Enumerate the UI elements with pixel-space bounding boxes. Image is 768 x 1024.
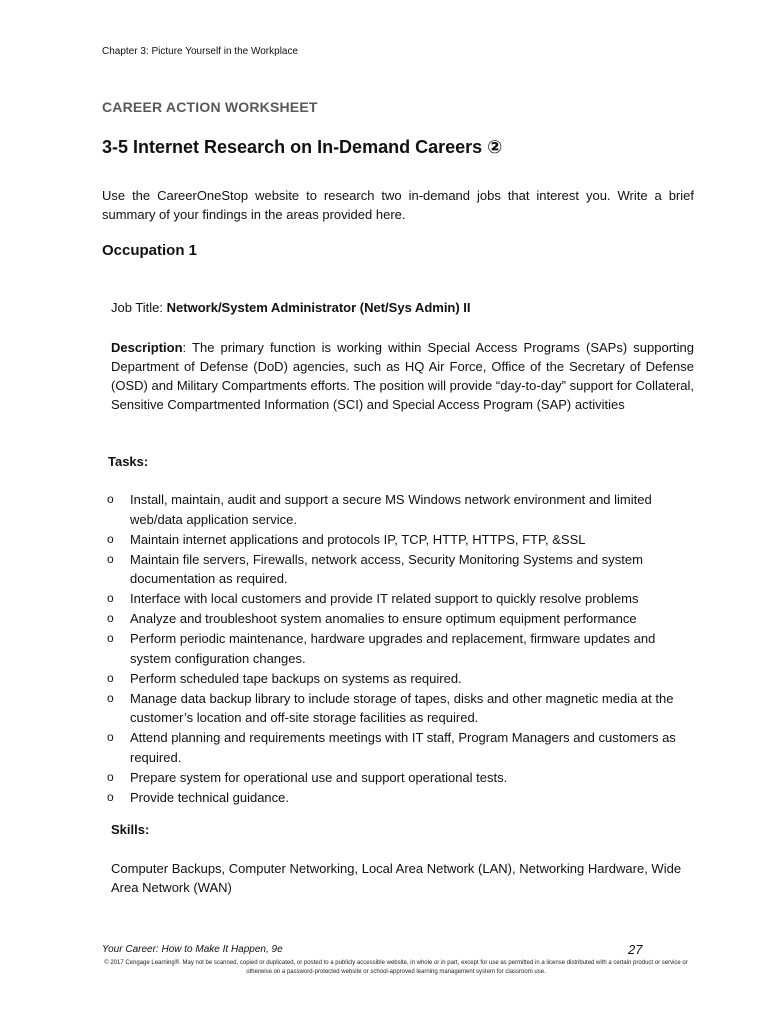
- bullet-icon: o: [107, 730, 114, 744]
- task-text: Maintain file servers, Firewalls, network access, Security Monitoring Systems and system documentation as required.: [130, 551, 643, 586]
- task-text: Prepare system for operational use and support operational tests.: [130, 769, 508, 785]
- task-item: [105, 788, 694, 808]
- task-item: [105, 689, 694, 728]
- task-item: [105, 669, 694, 689]
- footer-book-title: Your Career: How to Make It Happen, 9e: [102, 944, 283, 955]
- task-text: Perform scheduled tape backups on systems as required.: [130, 670, 462, 686]
- job-title-label: Job Title: [111, 300, 160, 315]
- description-paragraph: Description: The primary function is working within Special Access Programs (SAPs) supporting Department of Defense (DoD) agencies, such as HQ Air Force, Office of the Secretary of Defense (OSD) and Military Compartments efforts. The position will provide “day-to-day” support for Collateral, Sensitive Compartmented Information (SCI) and Special Access Program (SAP) activities: [111, 340, 694, 412]
- bullet-icon: o: [107, 670, 114, 685]
- bullet-icon: o: [107, 631, 114, 645]
- task-text: Provide technical guidance.: [130, 789, 289, 805]
- intro-paragraph: Use the CareerOneStop website to research two in-demand jobs that interest you. Write a brief summary of your findings in the areas provided here.: [102, 188, 694, 222]
- worksheet-title: 3-5 Internet Research on In-Demand Careers ②: [102, 137, 503, 157]
- copyright-notice: © 2017 Cengage Learning®. May not be scanned, copied or duplicated, or posted to a publicly accessible website, in whole or in part, except for use as permitted in a license distributed with a certain product or service or otherwise on a password-protected website or school-approved learning management system for classroom use.: [104, 960, 688, 975]
- task-text: Analyze and troubleshoot system anomalies to ensure optimum equipment performance: [130, 611, 637, 626]
- section-label: CAREER ACTION WORKSHEET: [102, 99, 318, 115]
- page-number: 27: [628, 942, 643, 957]
- bullet-icon: o: [107, 789, 114, 804]
- bullet-icon: o: [107, 690, 114, 705]
- task-item: [105, 768, 694, 788]
- task-item: [105, 609, 694, 629]
- job-title-value: Network/System Administrator (Net/Sys Admin) II: [166, 300, 471, 315]
- bullet-icon: o: [107, 611, 114, 625]
- task-item: [105, 589, 694, 609]
- skills-text: Computer Backups, Computer Networking, Local Area Network (LAN), Networking Hardware, Wide Area Network (WAN): [111, 861, 682, 895]
- task-text: Interface with local customers and provide IT related support to quickly resolve problems: [130, 591, 639, 606]
- task-item: [105, 530, 694, 550]
- bullet-icon: o: [107, 551, 114, 566]
- bullet-icon: o: [107, 591, 114, 605]
- job-title-line: Job Title: Network/System Administrator (Net/Sys Admin) II: [111, 300, 471, 315]
- occupation-heading: Occupation 1: [102, 242, 198, 259]
- task-text: Perform periodic maintenance, hardware upgrades and replacement, firmware updates and system configuration changes.: [130, 631, 656, 666]
- skills-label: Skills:: [111, 822, 150, 837]
- tasks-label: Tasks:: [108, 454, 149, 469]
- task-text: Install, maintain, audit and support a secure MS Windows network environment and limited web/data application service.: [130, 492, 652, 527]
- task-item: [105, 550, 694, 589]
- task-item: [105, 629, 694, 668]
- task-item: [105, 490, 694, 529]
- bullet-icon: o: [107, 769, 114, 784]
- tasks-list: [105, 490, 694, 808]
- task-text: Attend planning and requirements meetings with IT staff, Program Managers and customers as required.: [130, 730, 676, 765]
- description-label: Description: [111, 340, 183, 355]
- task-text: Maintain internet applications and protocols IP, TCP, HTTP, HTTPS, FTP, &SSL: [130, 531, 586, 547]
- description-text: The primary function is working within Special Access Programs (SAPs) supporting Department of Defense (DoD) agencies, such as HQ Air Force, Office of the Secretary of Defense (OSD) and Military Compartments efforts. The position will provide “day-to-day” support for Collateral, Sensitive Compartmented Information (SCI) and Special Access Program (SAP) activities: [111, 340, 694, 412]
- bullet-icon: o: [107, 492, 114, 506]
- task-text: Manage data backup library to include storage of tapes, disks and other magnetic media at the customer’s location and off-site storage facilities as required.: [130, 690, 674, 725]
- task-item: [105, 728, 694, 767]
- running-header: Chapter 3: Picture Yourself in the Workplace: [102, 46, 299, 57]
- bullet-icon: o: [107, 531, 114, 546]
